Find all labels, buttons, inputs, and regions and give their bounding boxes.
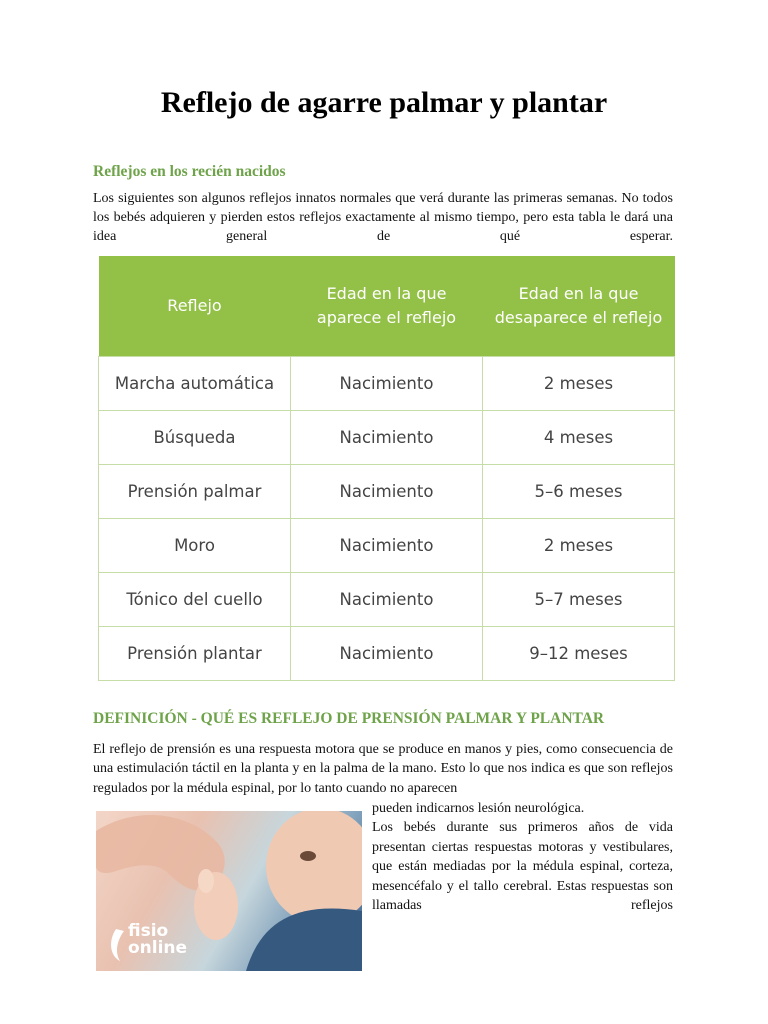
table-cell-reflex: Marcha automática (99, 357, 291, 411)
table-cell-disappears: 5–7 meses (483, 573, 675, 627)
table-cell-appears: Nacimiento (291, 519, 483, 573)
table-cell-reflex: Búsqueda (99, 411, 291, 465)
table-row (99, 357, 675, 411)
table-cell-appears: Nacimiento (291, 573, 483, 627)
table-row (99, 573, 675, 627)
definition-heading: DEFINICIÓN - QUÉ ES REFLEJO DE PRENSIÓN PALMAR Y PLANTAR (93, 710, 605, 727)
table-cell-reflex: Prensión plantar (99, 627, 291, 681)
definition-side-line1: pueden indicarnos lesión neurológica. (372, 801, 585, 816)
table-cell-appears: Nacimiento (291, 357, 483, 411)
table-header-disappears: Edad en la que desaparece el reflejo (483, 256, 675, 357)
table-cell-reflex: Moro (99, 519, 291, 573)
table-row (99, 519, 675, 573)
logo-line-1: fisio (128, 921, 169, 941)
table-cell-disappears: 2 meses (483, 357, 675, 411)
table-row (99, 627, 675, 681)
table-row (99, 465, 675, 519)
intro-paragraph: Los siguientes son algunos reflejos innatos normales que verá durante las primeras semanas. No todos los bebés adquieren y pierden estos reflejos exactamente al mismo tiempo, pero esta tabla le dará una idea general de qué esperar. (93, 191, 673, 244)
table-cell-disappears: 9–12 meses (483, 627, 675, 681)
table-cell-disappears: 5–6 meses (483, 465, 675, 519)
table-cell-appears: Nacimiento (291, 465, 483, 519)
table-cell-reflex: Tónico del cuello (99, 573, 291, 627)
table-cell-disappears: 2 meses (483, 519, 675, 573)
fisio-online-logo (128, 923, 187, 957)
table-cell-appears: Nacimiento (291, 411, 483, 465)
table-header-appears: Edad en la que aparece el reflejo (291, 256, 483, 357)
table-cell-appears: Nacimiento (291, 627, 483, 681)
definition-paragraph: El reflejo de prensión es una respuesta motora que se produce en manos y pies, como consecuencia de una estimulación táctil en la planta y en la palma de la mano. Esto lo que nos indica es que son reflejos regulados por la médula espinal, por lo tanto cuando no aparecen (93, 742, 673, 796)
page-title: Reflejo de agarre palmar y plantar (160, 86, 608, 119)
section-heading-reflexes: Reflejos en los recién nacidos (93, 163, 286, 180)
table-header-reflex: Reflejo (99, 256, 291, 357)
logo-line-2: online (128, 938, 188, 958)
table-cell-disappears: 4 meses (483, 411, 675, 465)
table-header-row (99, 256, 675, 357)
table-cell-reflex: Prensión palmar (99, 465, 291, 519)
definition-side-line2: Los bebés durante sus primeros años de vida presentan ciertas respuestas motoras y vestibulares, que están mediadas por la médula espinal, corteza, mesencéfalo y el tallo cerebral. Estas respuestas son llamadas reflejos (372, 820, 673, 914)
definition-side-text (372, 799, 673, 915)
reflex-table (98, 256, 675, 681)
table-row (99, 411, 675, 465)
